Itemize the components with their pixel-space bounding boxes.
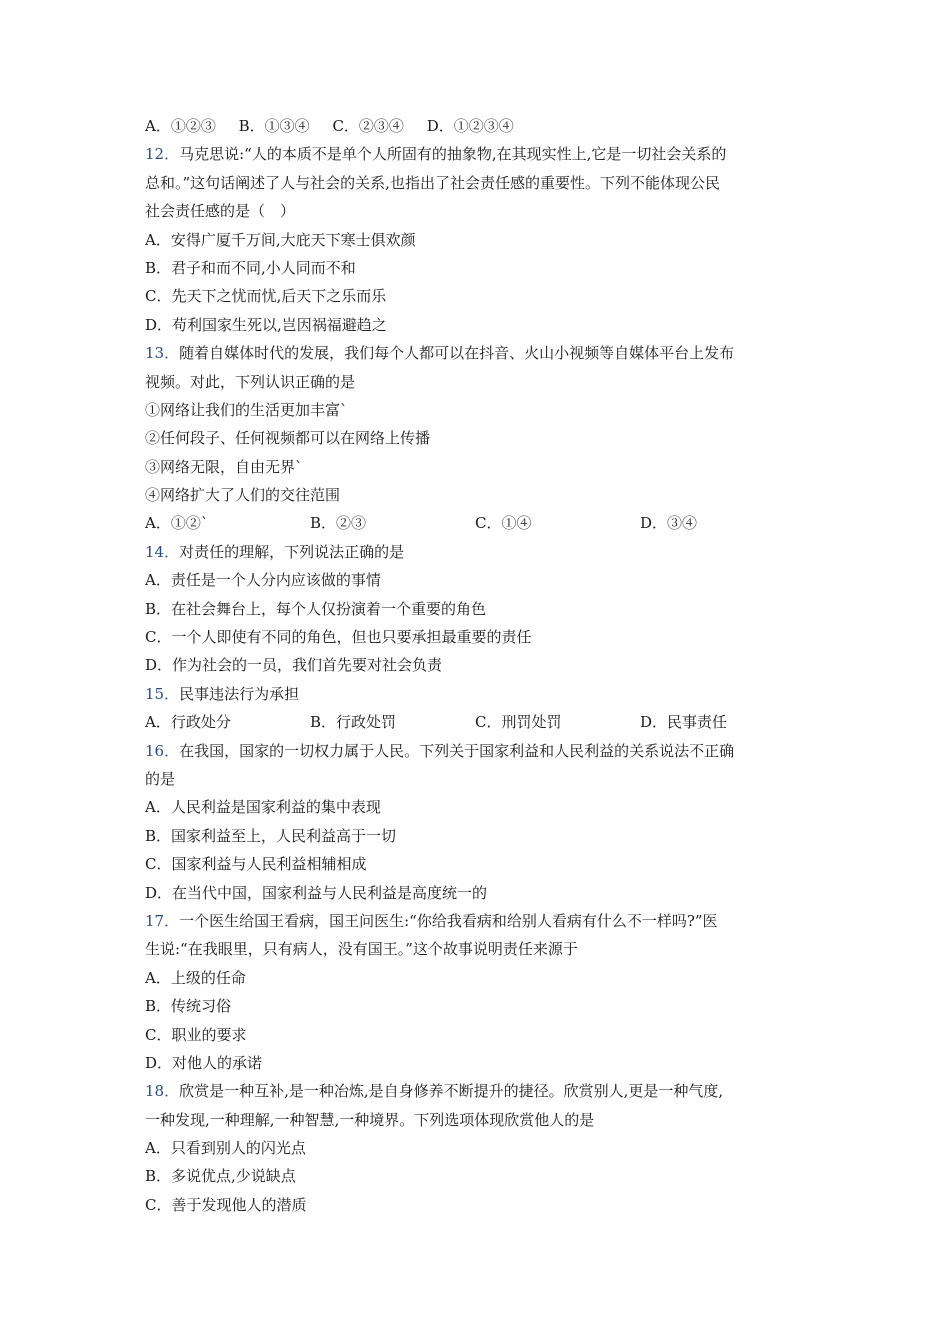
q13-number: 13． <box>145 344 180 363</box>
q12-option-a[interactable]: A．安得广厦千万间,大庇天下寒士俱欢颜 <box>145 230 416 249</box>
q17-stem-line-1 <box>145 907 810 935</box>
q17-option-b[interactable]: B．传统习俗 <box>145 997 232 1016</box>
q18-option-c[interactable]: C．善于发现他人的潜质 <box>145 1195 307 1214</box>
q12-stem-text-1: 马克思说:“人的本质不是单个人所固有的抽象物,在其现实性上,它是一切社会关系的 <box>179 145 727 164</box>
q12-option-d[interactable]: D．苟利国家生死以,岂因祸福避趋之 <box>145 315 387 334</box>
q13-stem-line-2: 视频。对此，下列认识正确的是 <box>145 372 356 391</box>
q18-stem-text-1: 欣赏是一种互补,是一种冶炼,是自身修养不断提升的捷径。欣赏别人,更是一种气度, <box>179 1082 724 1101</box>
question-list <box>145 112 810 1219</box>
q11-options <box>145 112 810 140</box>
q12-stem-line-1 <box>145 140 810 168</box>
q18-number: 18． <box>145 1082 180 1101</box>
q14-stem-text-1: 对责任的理解，下列说法正确的是 <box>179 542 405 561</box>
q17-option-a[interactable]: A．上级的任命 <box>145 968 246 987</box>
q15-stem-line-1 <box>145 680 810 708</box>
q14-number: 14． <box>145 542 180 561</box>
q13-statement-4: ④网络扩大了人们的交往范围 <box>145 486 341 505</box>
q11-option-d[interactable]: D．①②③④ <box>426 117 514 135</box>
q13-option-b[interactable]: B．②③ <box>310 514 367 533</box>
q14-option-c[interactable]: C．一个人即使有不同的角色，但也只要承担最重要的责任 <box>145 628 532 647</box>
q11-option-c[interactable]: C．②③④ <box>332 117 404 135</box>
q13-statement-2: ②任何段子、任何视频都可以在网络上传播 <box>145 429 431 448</box>
q16-option-b[interactable]: B．国家利益至上，人民利益高于一切 <box>145 826 397 845</box>
q13-statement-1: ①网络让我们的生活更加丰富` <box>145 400 348 419</box>
q18-stem-line-2: 一种发现,一种理解,一种智慧,一种境界。下列选项体现欣赏他人的是 <box>145 1110 595 1129</box>
q11-option-b[interactable]: B．①③④ <box>238 117 310 135</box>
q17-number: 17． <box>145 911 180 930</box>
q15-number: 15． <box>145 684 180 703</box>
q15-stem-text-1: 民事违法行为承担 <box>179 684 300 703</box>
q16-option-c[interactable]: C．国家利益与人民利益相辅相成 <box>145 855 367 874</box>
q18-option-b[interactable]: B．多说优点,少说缺点 <box>145 1167 296 1186</box>
q12-stem-line-2: 总和。”这句话阐述了人与社会的关系,也指出了社会责任感的重要性。下列不能体现公民 <box>145 173 720 192</box>
q14-option-d[interactable]: D．作为社会的一员，我们首先要对社会负责 <box>145 656 443 675</box>
q17-stem-text-1: 一个医生给国王看病，国王问医生:“你给我看病和给别人看病有什么不一样吗?”医 <box>179 911 718 930</box>
q18-option-a[interactable]: A．只看到别人的闪光点 <box>145 1139 306 1158</box>
q15-options <box>145 708 810 736</box>
q17-option-d[interactable]: D．对他人的承诺 <box>145 1053 263 1072</box>
q15-option-c[interactable]: C．刑罚处罚 <box>475 713 562 732</box>
q15-option-d[interactable]: D．民事责任 <box>640 713 728 732</box>
q16-number: 16． <box>145 741 180 760</box>
q12-stem-line-3: 社会责任感的是（ ） <box>145 202 296 221</box>
q14-option-b[interactable]: B．在社会舞台上，每个人仅扮演着一个重要的角色 <box>145 599 487 618</box>
q17-option-c[interactable]: C．职业的要求 <box>145 1025 247 1044</box>
q13-option-d[interactable]: D．③④ <box>640 514 698 533</box>
q12-option-c[interactable]: C．先天下之忧而忧,后天下之乐而乐 <box>145 287 387 306</box>
q16-stem-text-1: 在我国，国家的一切权力属于人民。下列关于国家利益和人民利益的关系说法不正确 <box>179 741 735 760</box>
q16-option-d[interactable]: D．在当代中国，国家利益与人民利益是高度统一的 <box>145 883 488 902</box>
q11-option-a[interactable]: A．①②③ <box>145 117 216 135</box>
q14-stem-line-1 <box>145 538 810 566</box>
q13-options <box>145 509 810 537</box>
q12-number: 12． <box>145 145 180 164</box>
q17-stem-line-2: 生说:“在我眼里，只有病人，没有国王。”这个故事说明责任来源于 <box>145 940 578 959</box>
q16-option-a[interactable]: A．人民利益是国家利益的集中表现 <box>145 798 381 817</box>
q16-stem-line-1 <box>145 737 810 765</box>
q12-option-b[interactable]: B．君子和而不同,小人同而不和 <box>145 258 356 277</box>
q14-option-a[interactable]: A．责任是一个人分内应该做的事情 <box>145 571 381 590</box>
q15-option-a[interactable]: A．行政处分 <box>145 713 231 732</box>
q13-stem-text-1: 随着自媒体时代的发展，我们每个人都可以在抖音、火山小视频等自媒体平台上发布 <box>179 344 735 363</box>
q15-option-b[interactable]: B．行政处罚 <box>310 713 397 732</box>
q16-stem-line-2: 的是 <box>145 769 176 788</box>
q13-stem-line-1 <box>145 339 810 367</box>
q18-stem-line-1 <box>145 1077 810 1105</box>
q13-statement-3: ③网络无限，自由无界` <box>145 457 303 476</box>
q13-option-c[interactable]: C．①④ <box>475 514 532 533</box>
q13-option-a[interactable]: A．①②` <box>145 514 209 533</box>
